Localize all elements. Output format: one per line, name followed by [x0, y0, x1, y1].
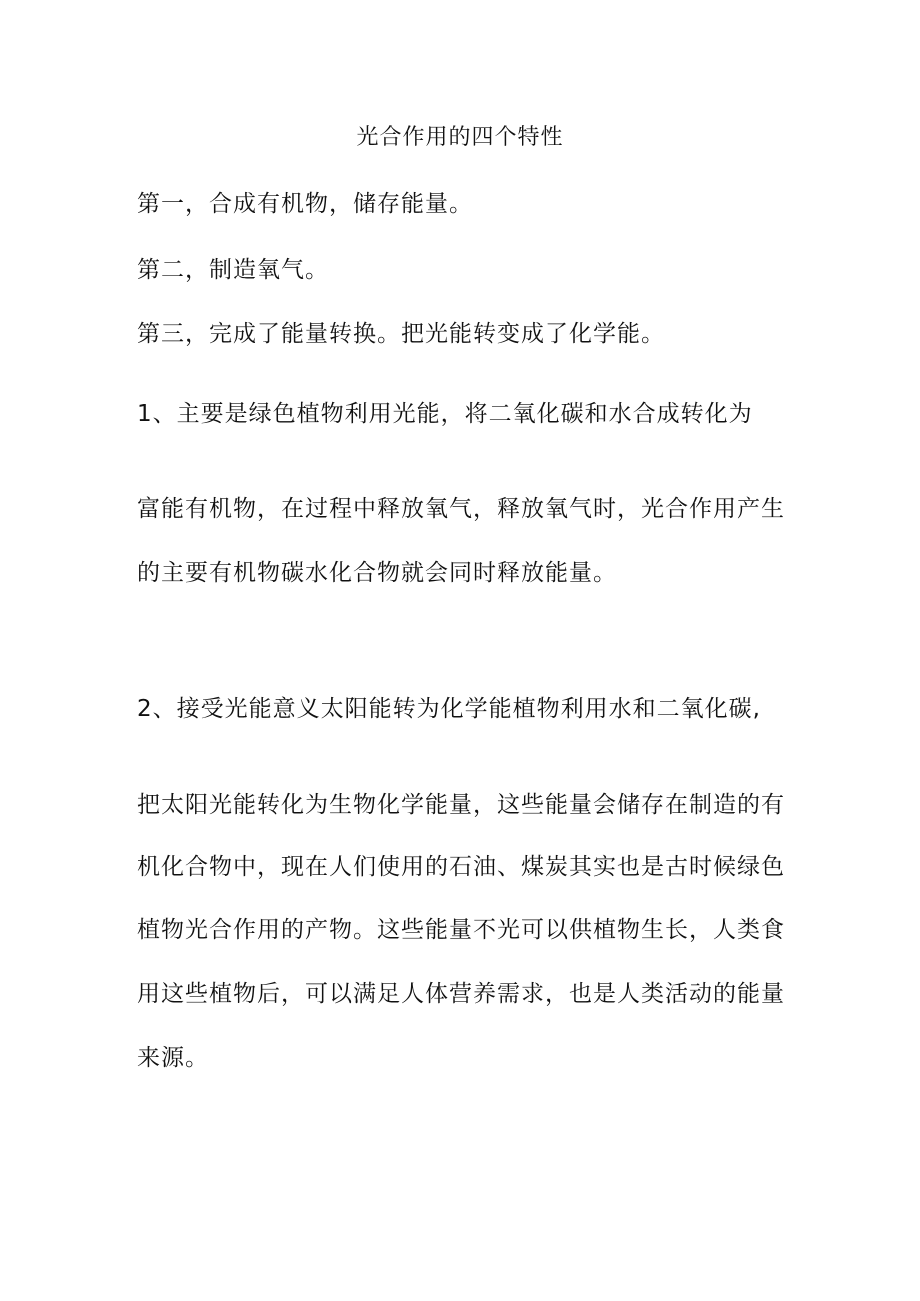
paragraph-2-line: 植物光合作用的产物。这些能量不光可以供植物生长，人类食 — [137, 917, 785, 943]
paragraph-1-line: 1、主要是绿色植物利用光能，将二氧化碳和水合成转化为 — [137, 401, 753, 427]
paragraph-2-line: 用这些植物后，可以满足人体营养需求，也是人类活动的能量 — [137, 981, 785, 1007]
paragraph-2-line: 机化合物中，现在人们使用的石油、煤炭其实也是古时候绿色 — [137, 854, 785, 880]
paragraph-1-line: 富能有机物，在过程中释放氧气，释放氧气时，光合作用产生 — [137, 496, 785, 522]
point-3-line: 第三，完成了能量转换。把光能转变成了化学能。 — [137, 321, 665, 347]
point-2-line: 第二，制造氧气。 — [137, 257, 329, 283]
paragraph-2-line: 来源。 — [137, 1045, 209, 1071]
document-title: 光合作用的四个特性 — [356, 125, 564, 150]
point-1-line: 第一，合成有机物，储存能量。 — [137, 191, 473, 217]
paragraph-2-line: 把太阳光能转化为生物化学能量，这些能量会储存在制造的有 — [137, 792, 785, 818]
paragraph-1-line: 的主要有机物碳水化合物就会同时释放能量。 — [137, 560, 617, 586]
paragraph-2-line: 2、接受光能意义太阳能转为化学能植物利用水和二氧化碳, — [137, 696, 761, 722]
